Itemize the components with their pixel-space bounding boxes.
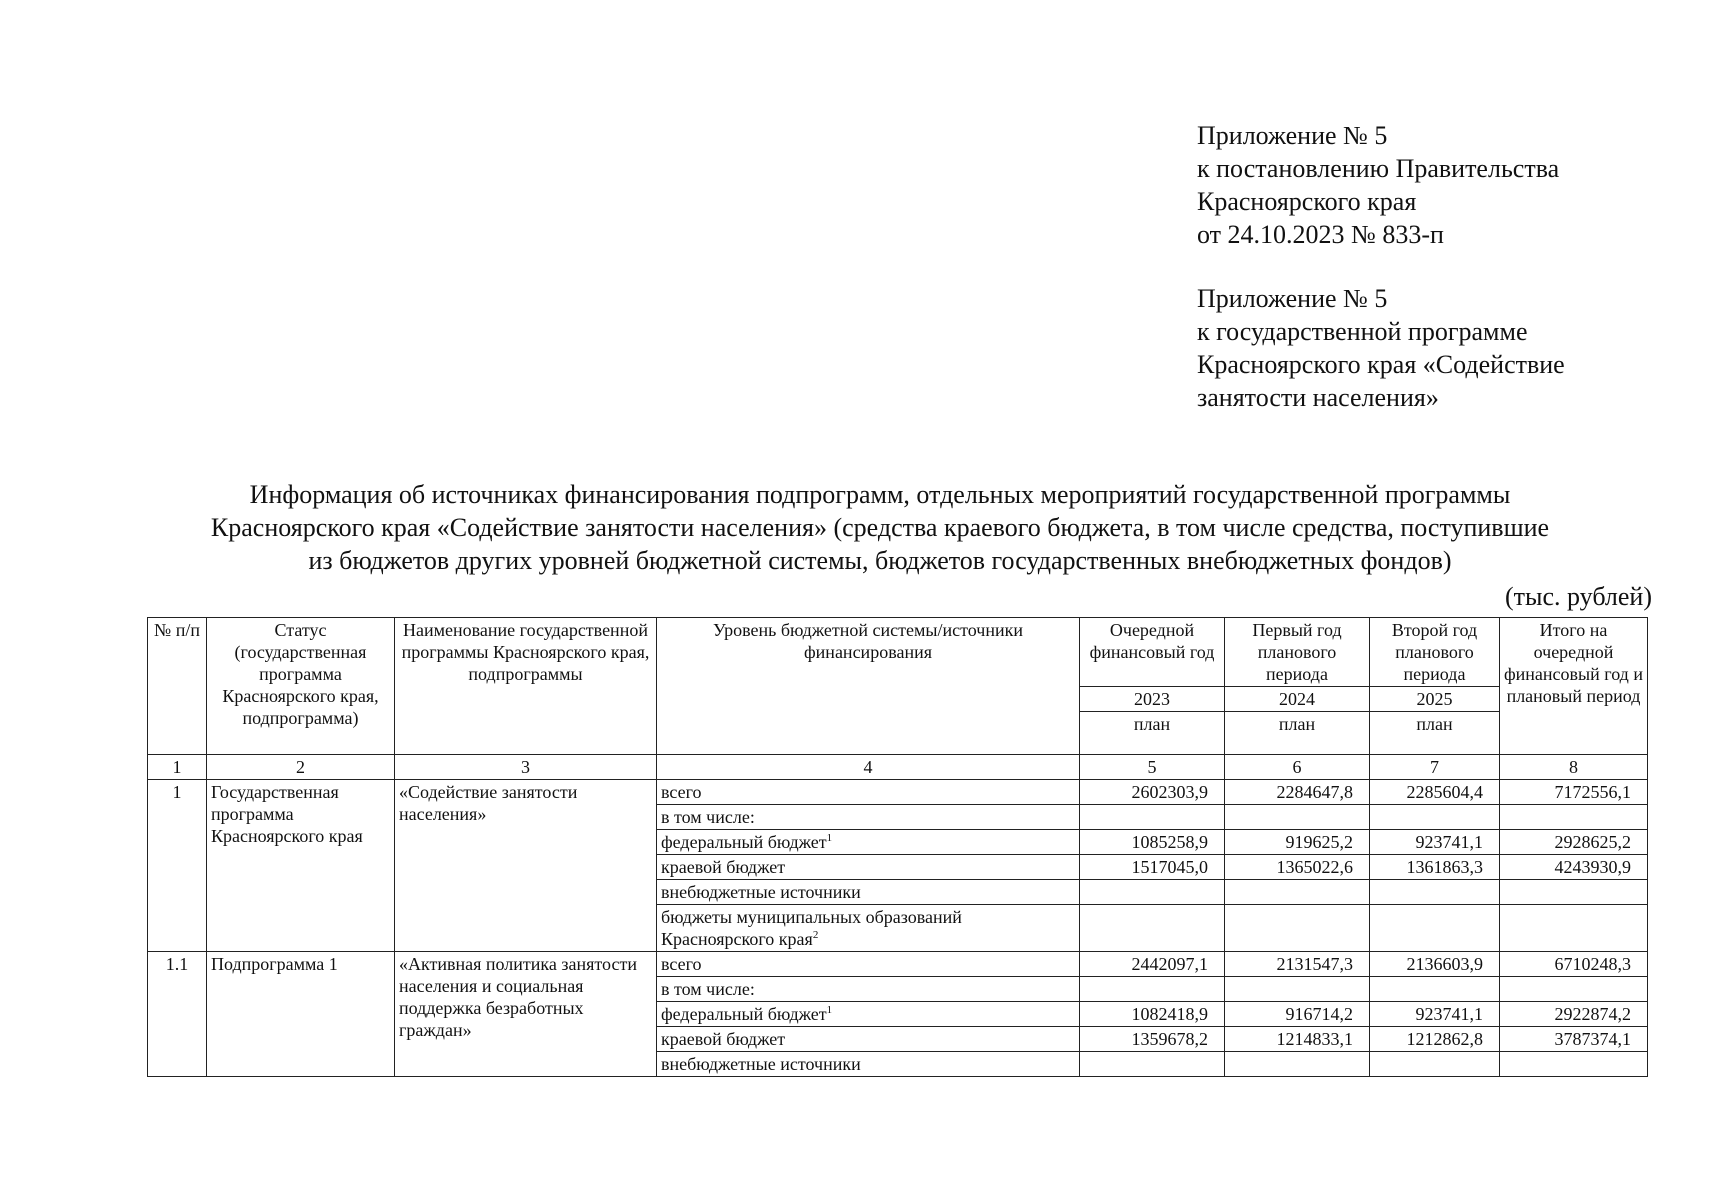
financing-table: [147, 617, 1648, 1077]
row-year2: [1225, 977, 1370, 1002]
row-num: 1: [148, 780, 207, 952]
row-year3: 923741,1: [1370, 830, 1500, 855]
row-level: внебюджетные источники: [657, 1052, 1080, 1077]
row-year2: [1225, 880, 1370, 905]
annex-line: Красноярского края «Содействие: [1197, 350, 1565, 379]
column-index-row: [148, 755, 1648, 780]
header-year3: Второй год планового периода: [1370, 618, 1500, 687]
row-year1: 2442097,1: [1080, 952, 1225, 977]
row-level: [657, 1002, 1080, 1027]
column-index: 5: [1080, 755, 1225, 780]
column-index: 1: [148, 755, 207, 780]
approval-line: к постановлению Правительства: [1197, 154, 1560, 183]
row-total: 4243930,9: [1500, 855, 1648, 880]
row-level-text: федеральный бюджет: [661, 832, 827, 852]
row-level: всего: [657, 952, 1080, 977]
row-num: 1.1: [148, 952, 207, 1077]
header-year3-plan: план: [1370, 712, 1500, 755]
annex-note: [1197, 282, 1565, 414]
row-total: [1500, 805, 1648, 830]
row-year2: [1225, 805, 1370, 830]
row-level-text: бюджеты муниципальных образований Красноярского края: [661, 907, 962, 949]
title-line: из бюджетов других уровней бюджетной системы, бюджетов государственных внебюджетных фондов): [308, 546, 1452, 575]
header-status: Статус (государственная программа Красноярского края, подпрограмма): [207, 618, 395, 755]
header-year3-value: 2025: [1370, 687, 1500, 712]
footnote-mark: 2: [812, 929, 819, 941]
row-level: в том числе:: [657, 977, 1080, 1002]
title-line: Красноярского края «Содействие занятости населения» (средства краевого бюджета, в том числе средства, поступившие: [210, 513, 1550, 542]
row-level: краевой бюджет: [657, 1027, 1080, 1052]
row-year2: [1225, 1052, 1370, 1077]
units-label: (тыс. рублей): [1504, 582, 1652, 611]
row-year1: [1080, 905, 1225, 952]
header-total: Итого на очередной финансовый год и плановый период: [1500, 618, 1648, 755]
row-year1: 1517045,0: [1080, 855, 1225, 880]
annex-line: занятости населения»: [1197, 383, 1439, 412]
row-total: [1500, 1052, 1648, 1077]
row-year1: [1080, 880, 1225, 905]
row-year1: 1359678,2: [1080, 1027, 1225, 1052]
column-index: 4: [657, 755, 1080, 780]
document-title: [140, 478, 1620, 577]
row-total: 7172556,1: [1500, 780, 1648, 805]
column-index: 8: [1500, 755, 1648, 780]
header-year1-plan: план: [1080, 712, 1225, 755]
row-year3: 2285604,4: [1370, 780, 1500, 805]
row-level: краевой бюджет: [657, 855, 1080, 880]
row-total: [1500, 977, 1648, 1002]
row-year1: 2602303,9: [1080, 780, 1225, 805]
column-index: 3: [395, 755, 657, 780]
row-status: Подпрограмма 1: [207, 952, 395, 1077]
footnote-mark: 1: [826, 832, 833, 844]
row-level-text: федеральный бюджет: [661, 1004, 827, 1024]
annex-line: к государственной программе: [1197, 317, 1528, 346]
row-program-name: «Содействие занятости населения»: [395, 780, 657, 952]
row-year3: 1361863,3: [1370, 855, 1500, 880]
header-year1-value: 2023: [1080, 687, 1225, 712]
header-year2: Первый год планового периода: [1225, 618, 1370, 687]
row-year3: [1370, 905, 1500, 952]
row-level: [657, 905, 1080, 952]
row-level: в том числе:: [657, 805, 1080, 830]
approval-note: [1197, 119, 1559, 251]
row-year3: [1370, 880, 1500, 905]
row-total: 2922874,2: [1500, 1002, 1648, 1027]
row-year2: 919625,2: [1225, 830, 1370, 855]
row-year1: 1082418,9: [1080, 1002, 1225, 1027]
row-level: [657, 830, 1080, 855]
header-year2-value: 2024: [1225, 687, 1370, 712]
row-total: [1500, 905, 1648, 952]
row-year3: [1370, 1052, 1500, 1077]
row-year3: 2136603,9: [1370, 952, 1500, 977]
header-row: [148, 618, 1648, 687]
table-row: [148, 780, 1648, 805]
row-year1: [1080, 805, 1225, 830]
row-year2: [1225, 905, 1370, 952]
row-year2: 916714,2: [1225, 1002, 1370, 1027]
row-year3: 1212862,8: [1370, 1027, 1500, 1052]
header-year2-plan: план: [1225, 712, 1370, 755]
row-year2: 2284647,8: [1225, 780, 1370, 805]
approval-line: Приложение № 5: [1197, 121, 1388, 150]
row-total: 6710248,3: [1500, 952, 1648, 977]
row-year2: 2131547,3: [1225, 952, 1370, 977]
row-status: Государственная программа Красноярского края: [207, 780, 395, 952]
column-index: 2: [207, 755, 395, 780]
row-total: 2928625,2: [1500, 830, 1648, 855]
row-year2: 1214833,1: [1225, 1027, 1370, 1052]
row-year1: [1080, 1052, 1225, 1077]
row-total: [1500, 880, 1648, 905]
header-num: № п/п: [148, 618, 207, 755]
row-total: 3787374,1: [1500, 1027, 1648, 1052]
header-level: Уровень бюджетной системы/источники финансирования: [657, 618, 1080, 755]
header-year1: Очередной финансовый год: [1080, 618, 1225, 687]
title-line: Информация об источниках финансирования подпрограмм, отдельных мероприятий государственной программы: [249, 480, 1511, 509]
row-year3: 923741,1: [1370, 1002, 1500, 1027]
row-year1: 1085258,9: [1080, 830, 1225, 855]
row-level: внебюджетные источники: [657, 880, 1080, 905]
row-year1: [1080, 977, 1225, 1002]
annex-line: Приложение № 5: [1197, 284, 1388, 313]
row-program-name: «Активная политика занятости населения и социальная поддержка безработных граждан»: [395, 952, 657, 1077]
row-level: всего: [657, 780, 1080, 805]
row-year3: [1370, 805, 1500, 830]
table-row: [148, 952, 1648, 977]
approval-line: от 24.10.2023 № 833-п: [1197, 220, 1444, 249]
approval-line: Красноярского края: [1197, 187, 1417, 216]
column-index: 6: [1225, 755, 1370, 780]
footnote-mark: 1: [826, 1004, 833, 1016]
header-name: Наименование государственной программы Красноярского края, подпрограммы: [395, 618, 657, 755]
row-year2: 1365022,6: [1225, 855, 1370, 880]
column-index: 7: [1370, 755, 1500, 780]
row-year3: [1370, 977, 1500, 1002]
